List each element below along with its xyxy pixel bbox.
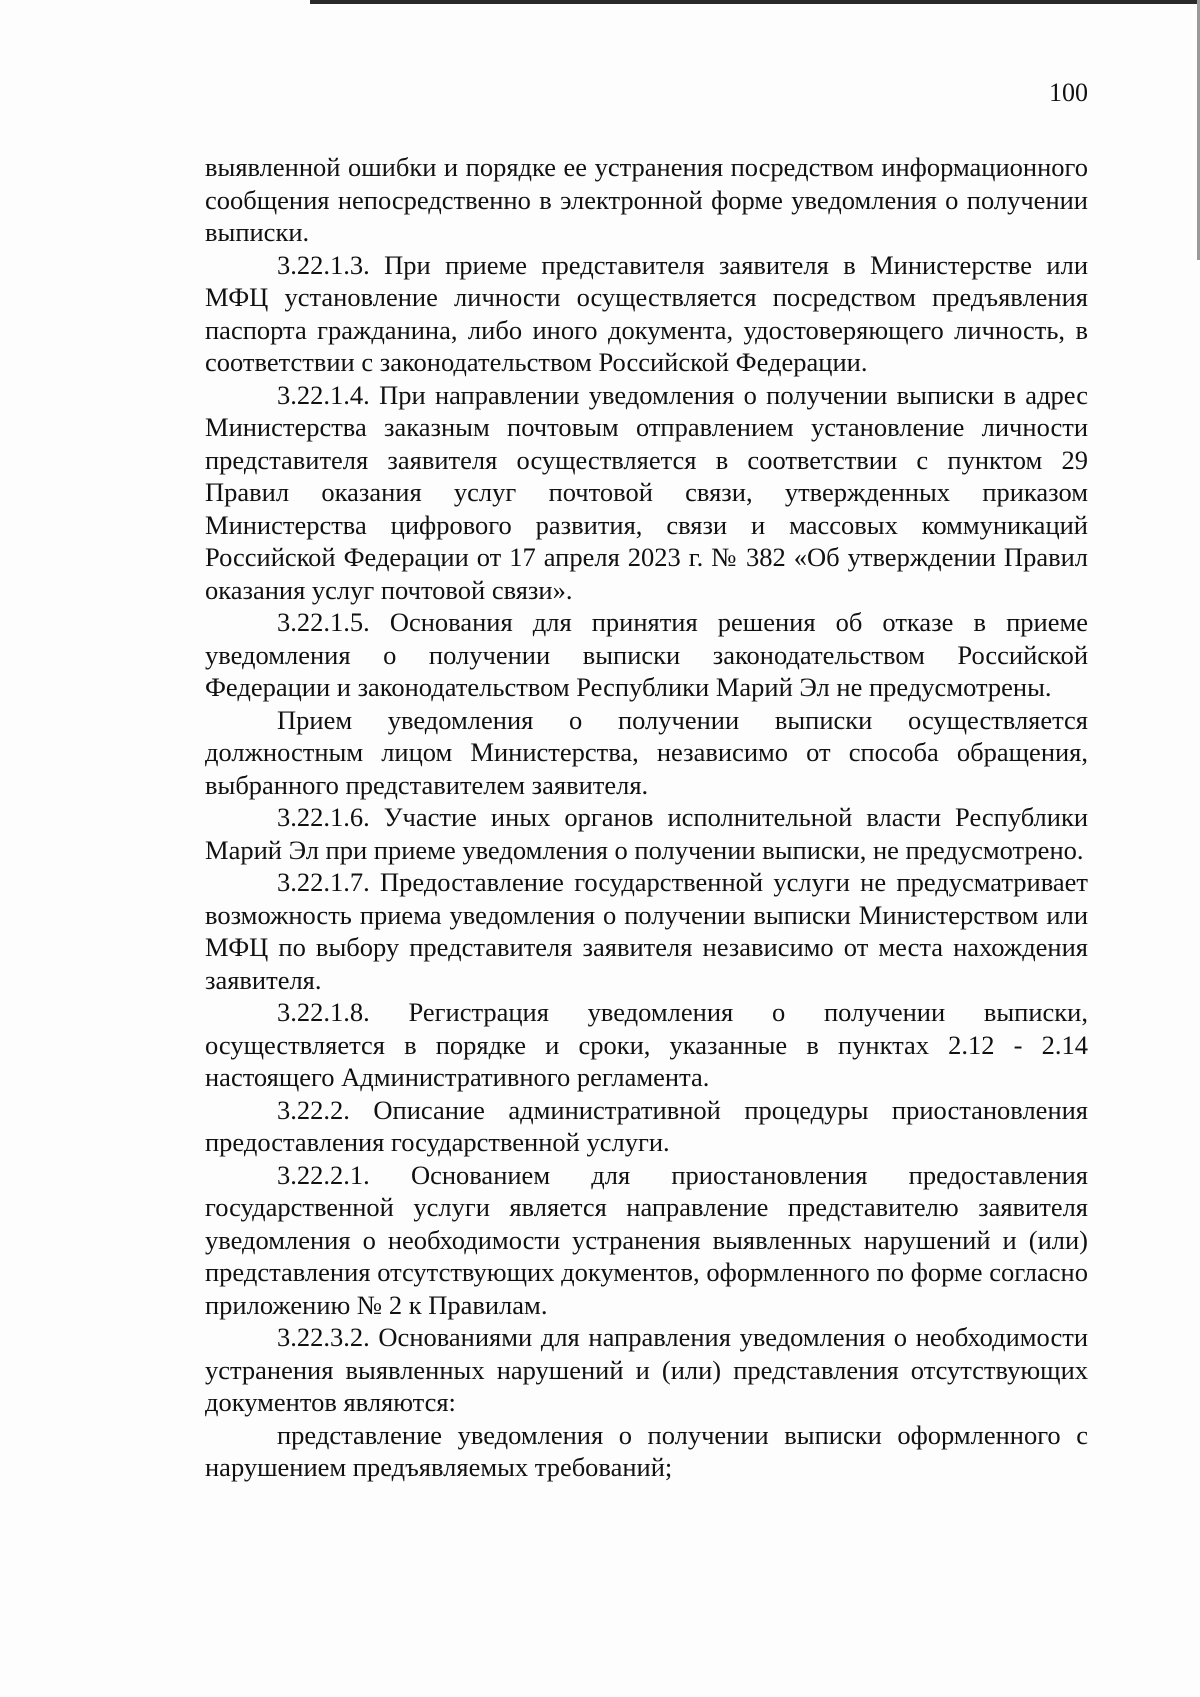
paragraph-3-22-1-7: 3.22.1.7. Предоставление государственной услуги не предусматривает возможность приема уведомления о получении выписки Министерством или МФЦ по выбору представителя заявителя независимо от места нахождения заявителя. xyxy=(205,867,1088,995)
document-body xyxy=(205,151,1088,1484)
paragraph-3-22-1-4: 3.22.1.4. При направлении уведомления о получении выписки в адрес Министерства заказным почтовым отправлением установление личности представителя заявителя осуществляется в соответствии с пунктом 29 Правил оказания услуг почтовой связи, утвержденных приказом Министерства цифрового развития, связи и массовых коммуникаций Российской Федерации от 17 апреля 2023 г. № 382 «Об утверждении Правил оказания услуг почтовой связи». xyxy=(205,379,1088,605)
paragraph-3-22-1-3: 3.22.1.3. При приеме представителя заявителя в Министерстве или МФЦ установление личности осуществляется посредством предъявления паспорта гражданина, либо иного документа, удостоверяющего личность, в соответствии с законодательством Российской Федерации. xyxy=(205,249,1088,377)
page-number: 100 xyxy=(1049,78,1088,107)
paragraph-3-22-2: 3.22.2. Описание административной процедуры приостановления предоставления государственной услуги. xyxy=(205,1094,1088,1157)
paragraph-list-item: представление уведомления о получении выписки оформленного с нарушением предъявляемых требований; xyxy=(205,1419,1088,1482)
paragraph-3-22-3-2: 3.22.3.2. Основаниями для направления уведомления о необходимости устранения выявленных нарушений и (или) представления отсутствующих документов являются: xyxy=(205,1322,1088,1417)
paragraph-reception: Прием уведомления о получении выписки осуществляется должностным лицом Министерства, независимо от способа обращения, выбранного представителем заявителя. xyxy=(205,704,1088,800)
paragraph-3-22-1-8: 3.22.1.8. Регистрация уведомления о получении выписки, осуществляется в порядке и сроки, указанные в пунктах 2.12 - 2.14 настоящего Административного регламента. xyxy=(205,997,1088,1092)
paragraph-3-22-1-5: 3.22.1.5. Основания для принятия решения об отказе в приеме уведомления о получении выписки законодательством Российской Федерации и законодательством Республики Марий Эл не предусмотрены. xyxy=(205,607,1088,702)
paragraph-3-22-1-6: 3.22.1.6. Участие иных органов исполнительной власти Республики Марий Эл при приеме уведомления о получении выписки, не предусмотрено. xyxy=(205,802,1088,865)
paragraph-continuation: выявленной ошибки и порядке ее устранения посредством информационного сообщения непосредственно в электронной форме уведомления о получении выписки. xyxy=(205,152,1088,247)
scan-top-edge xyxy=(310,0,1200,4)
paragraph-3-22-2-1: 3.22.2.1. Основанием для приостановления предоставления государственной услуги является направление представителю заявителя уведомления о необходимости устранения выявленных нарушений и (или) представления отсутствующих документов, оформленного по форме согласно приложению № 2 к Правилам. xyxy=(205,1159,1088,1320)
